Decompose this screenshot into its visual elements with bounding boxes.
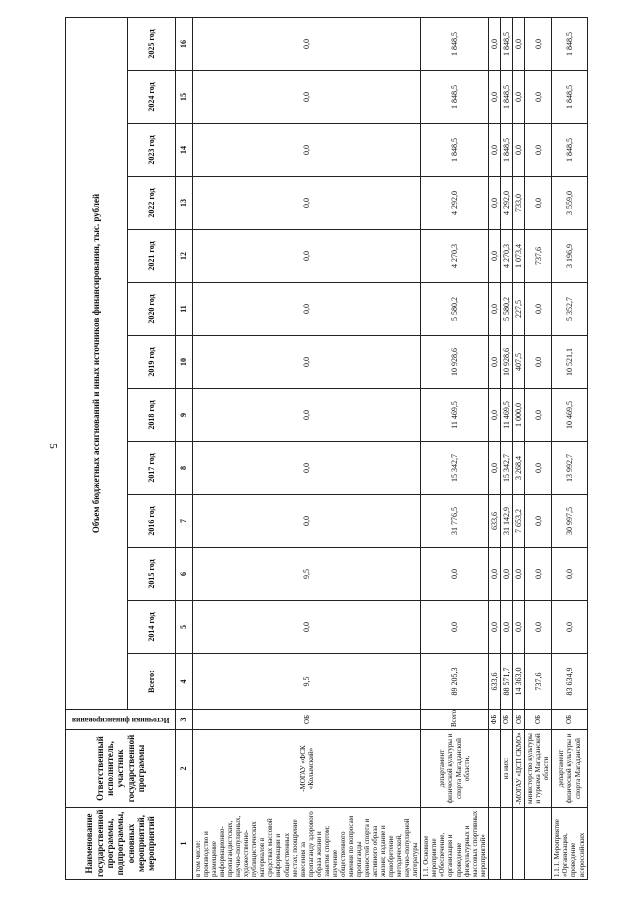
row-value: 1 073,4: [513, 230, 525, 283]
row-value: 31 142,9: [500, 495, 512, 548]
row-value: 0,0: [488, 283, 500, 336]
row-value: 227,5: [513, 283, 525, 336]
row-executor: -МОГАУ «ЦСП СКМО»: [513, 730, 525, 808]
row-executor: -МОГАУ «ФСК «Колымский»: [193, 730, 421, 808]
table-row: [193, 18, 421, 880]
header-source: Источники финансирования: [66, 710, 176, 730]
column-number: 15: [176, 71, 193, 124]
column-number: 7: [176, 495, 193, 548]
column-number: 11: [176, 283, 193, 336]
rotated-table-wrapper: [65, 18, 586, 880]
row-value: 0,0: [513, 601, 525, 654]
row-value: 11 469,5: [500, 389, 512, 442]
row-value: 0,0: [488, 336, 500, 389]
row-value: 3 559,0: [552, 177, 587, 230]
row-value: 0,0: [488, 71, 500, 124]
row-value: 1 848,5: [421, 71, 488, 124]
header-name: Наименование государственной программы, подпрограммы, основных мероприятий, мероприятий: [66, 808, 176, 880]
row-value: 9,5: [193, 548, 421, 601]
row-value: 1 848,5: [500, 71, 512, 124]
header-executor: Ответственный исполнитель, участник государственной программы: [66, 730, 176, 808]
row-value: 0,0: [525, 71, 552, 124]
row-value: 0,0: [552, 601, 587, 654]
row-value: 9,5: [193, 654, 421, 710]
row-value: 0,0: [193, 177, 421, 230]
row-value: 5 352,7: [552, 283, 587, 336]
row-value: 88 571,7: [500, 654, 512, 710]
row-value: 10 928,6: [421, 336, 488, 389]
row-value: 10 928,6: [500, 336, 512, 389]
table-row: [513, 18, 525, 880]
row-name: [488, 808, 500, 880]
row-value: 3 268,4: [513, 442, 525, 495]
row-value: 0,0: [193, 230, 421, 283]
row-value: 0,0: [500, 601, 512, 654]
row-executor: министерство культуры и туризма Магаданской области: [525, 730, 552, 808]
row-name: [500, 808, 512, 880]
row-value: 4 270,3: [500, 230, 512, 283]
row-source: ОБ: [525, 710, 552, 730]
row-value: 0,0: [525, 601, 552, 654]
row-value: 1 848,5: [552, 124, 587, 177]
row-value: 83 634,9: [552, 654, 587, 710]
row-value: 89 205,3: [421, 654, 488, 710]
column-number: 10: [176, 336, 193, 389]
row-source: Всего: [421, 710, 488, 730]
row-value: 5 580,2: [500, 283, 512, 336]
header-year: 2017 год: [128, 442, 176, 495]
row-value: 0,0: [193, 336, 421, 389]
row-source: ОБ: [552, 710, 587, 730]
row-name: в том числе: производство и размещение информационно-пропагандистских, научно-популярных, художественно-публицистических материалов в средствах массовой информации и общественных местах; поощрение внесения за пропаганду здорового образа жизни и занятия спортом; изучение общественного мнения по вопросам пропаганды ценностей спорта и активного образа жизни; издание и приобретение методической, научно-популярной литературы: [193, 808, 421, 880]
financing-table: [65, 17, 588, 880]
header-year: 2014 год: [128, 601, 176, 654]
row-value: 30 997,5: [552, 495, 587, 548]
row-value: 0,0: [525, 124, 552, 177]
table-row: [552, 18, 587, 880]
table-row: [525, 18, 552, 880]
row-value: 407,5: [513, 336, 525, 389]
column-number: 14: [176, 124, 193, 177]
row-value: 0,0: [525, 442, 552, 495]
row-value: 15 342,7: [500, 442, 512, 495]
row-value: 15 342,7: [421, 442, 488, 495]
row-value: 0,0: [488, 389, 500, 442]
row-value: 0,0: [488, 442, 500, 495]
header-funding-title: Объем бюджетных ассигнований и иных источников финансирования, тыс. рублей: [66, 18, 128, 710]
column-number: 5: [176, 601, 193, 654]
row-value: 4 270,3: [421, 230, 488, 283]
row-value: 0,0: [193, 71, 421, 124]
row-value: 633,6: [488, 654, 500, 710]
row-value: 0,0: [193, 442, 421, 495]
column-number: 13: [176, 177, 193, 230]
header-year: 2016 год: [128, 495, 176, 548]
row-value: 0,0: [525, 495, 552, 548]
row-value: 633,6: [488, 495, 500, 548]
row-executor: из них:: [500, 730, 512, 808]
row-value: 4 292,0: [500, 177, 512, 230]
header-year: 2024 год: [128, 71, 176, 124]
row-value: 7 653,2: [513, 495, 525, 548]
row-name: [513, 808, 525, 880]
column-number: 12: [176, 230, 193, 283]
row-executor: [488, 730, 500, 808]
row-value: 14 363,0: [513, 654, 525, 710]
row-value: 1 848,5: [500, 124, 512, 177]
header-year: 2020 год: [128, 283, 176, 336]
header-year: 2023 год: [128, 124, 176, 177]
column-number: 3: [176, 710, 193, 730]
column-number: 8: [176, 442, 193, 495]
column-number: 4: [176, 654, 193, 710]
row-value: 0,0: [193, 389, 421, 442]
row-value: 0,0: [525, 336, 552, 389]
row-value: 5 580,2: [421, 283, 488, 336]
row-source: ФБ: [488, 710, 500, 730]
row-value: 0,0: [193, 601, 421, 654]
row-executor: департамент физической культуры и спорта Магаданской области,: [421, 730, 488, 808]
row-value: 4 292,0: [421, 177, 488, 230]
row-executor: департамент физической культуры и спорта Магаданской: [552, 730, 587, 808]
row-value: 11 469,5: [421, 389, 488, 442]
row-value: 0,0: [513, 71, 525, 124]
header-year: 2019 год: [128, 336, 176, 389]
table-row: [421, 18, 488, 880]
row-value: 3 196,9: [552, 230, 587, 283]
row-value: 0,0: [193, 495, 421, 548]
header-year: 2015 год: [128, 548, 176, 601]
row-name: [525, 808, 552, 880]
row-value: 0,0: [488, 548, 500, 601]
page-number: 5: [46, 443, 59, 449]
column-number: 1: [176, 808, 193, 880]
row-value: 1 848,5: [552, 18, 587, 71]
row-value: 13 992,7: [552, 442, 587, 495]
row-value: 1 848,5: [421, 18, 488, 71]
table-row: [488, 18, 500, 880]
row-source: ОБ: [513, 710, 525, 730]
row-value: 0,0: [488, 601, 500, 654]
row-value: 0,0: [421, 601, 488, 654]
row-value: 0,0: [193, 283, 421, 336]
row-value: 0,0: [488, 177, 500, 230]
row-value: 0,0: [488, 230, 500, 283]
row-value: 0,0: [525, 283, 552, 336]
table-row: [500, 18, 512, 880]
row-value: 737,6: [525, 230, 552, 283]
row-name: 1.1. Основное мероприятие «Обеспечение, организация и проведение физкультурных и массовых спортивных мероприятий»: [421, 808, 488, 880]
header-year: 2021 год: [128, 230, 176, 283]
row-value: 0,0: [513, 124, 525, 177]
row-value: 0,0: [193, 18, 421, 71]
row-name: 1.1.1. Мероприятие «Организация, проведение всероссийских: [552, 808, 587, 880]
row-source: ОБ: [500, 710, 512, 730]
row-value: 1 848,5: [552, 71, 587, 124]
row-value: 0,0: [525, 548, 552, 601]
row-value: 0,0: [488, 124, 500, 177]
row-value: 0,0: [513, 18, 525, 71]
row-value: 0,0: [421, 548, 488, 601]
column-number: 6: [176, 548, 193, 601]
header-total: Всего:: [128, 654, 176, 710]
header-year: 2018 год: [128, 389, 176, 442]
column-number: 16: [176, 18, 193, 71]
row-value: 1 848,5: [500, 18, 512, 71]
row-value: 10 521,1: [552, 336, 587, 389]
row-source: ОБ: [193, 710, 421, 730]
row-value: 1 000,0: [513, 389, 525, 442]
row-value: 0,0: [500, 548, 512, 601]
row-value: 0,0: [525, 18, 552, 71]
row-value: 0,0: [525, 177, 552, 230]
column-number: 2: [176, 730, 193, 808]
row-value: 10 469,5: [552, 389, 587, 442]
row-value: 0,0: [525, 389, 552, 442]
row-value: 0,0: [193, 124, 421, 177]
row-value: 733,0: [513, 177, 525, 230]
row-value: 0,0: [513, 548, 525, 601]
row-value: 0,0: [552, 548, 587, 601]
row-value: 0,0: [488, 18, 500, 71]
column-number: 9: [176, 389, 193, 442]
header-year: 2025 год: [128, 18, 176, 71]
row-value: 31 776,5: [421, 495, 488, 548]
row-value: 737,6: [525, 654, 552, 710]
header-year: 2022 год: [128, 177, 176, 230]
row-value: 1 848,5: [421, 124, 488, 177]
